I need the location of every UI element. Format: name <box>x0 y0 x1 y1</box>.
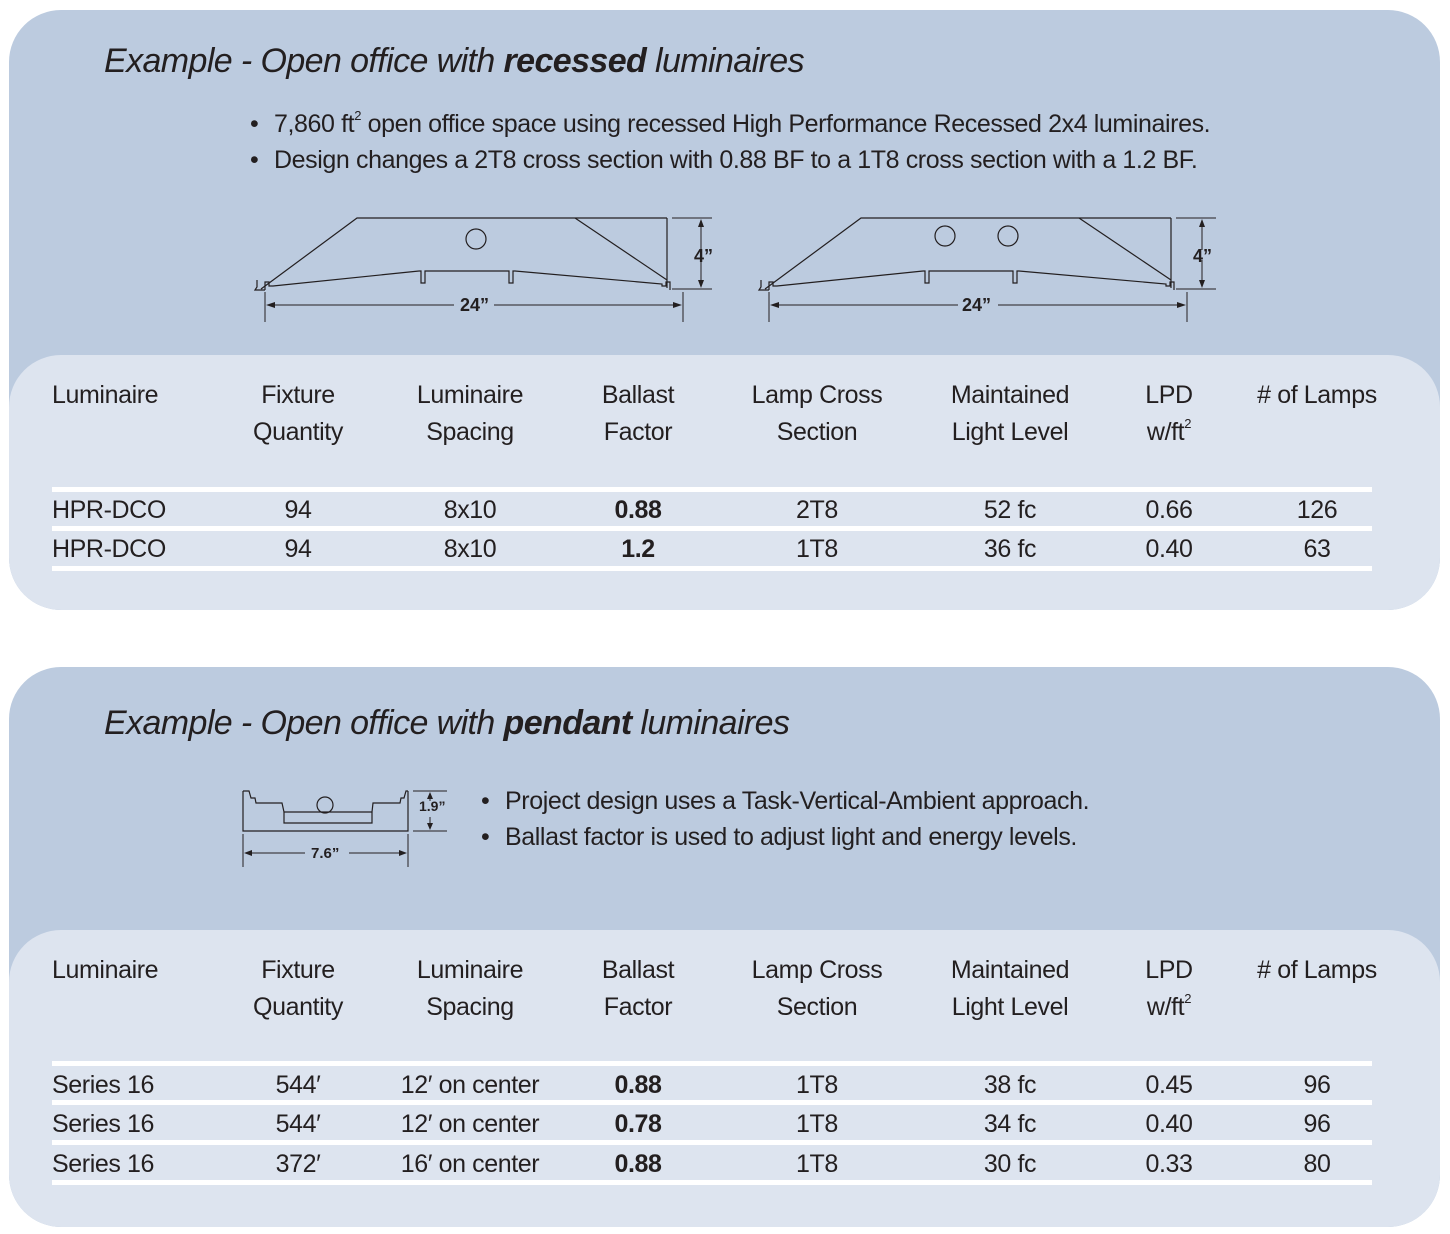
pendant-cross-section-diagram <box>237 781 462 871</box>
header-maintained-light-level: Maintained Light Level <box>950 956 1070 1021</box>
table-rule <box>52 1100 1372 1105</box>
cell-luminaire: HPR-DCO <box>52 496 166 524</box>
cell-light-level: 38 fc <box>983 1071 1037 1099</box>
pendant-bullets <box>481 783 1089 855</box>
cell-ballast-factor: 0.78 <box>614 1110 662 1138</box>
header-lamp-cross-section: Lamp Cross Section <box>751 381 883 446</box>
cell-lamps: 126 <box>1296 496 1338 524</box>
cell-spacing: 8x10 <box>443 496 497 524</box>
cell-spacing: 16′ on center <box>400 1150 540 1178</box>
cell-lamps: 63 <box>1303 535 1331 563</box>
cell-luminaire: Series 16 <box>52 1071 155 1099</box>
recessed-right-height-label: 4” <box>1193 246 1213 266</box>
pendant-example-panel <box>9 667 1440 1227</box>
recessed-bullet-1: • 7,860 $ft^2$ open office space using recessed High Performance Recessed 2x4 luminaires. <box>250 106 1210 142</box>
table-rule <box>52 526 1372 531</box>
cell-fixture-quantity: 544′ <box>275 1071 321 1099</box>
header-luminaire: Luminaire <box>52 381 159 409</box>
cell-fixture-quantity: 94 <box>284 535 312 563</box>
recessed-title: Example - Open office with recessed luminaires <box>104 42 804 80</box>
header-ballast-factor: Ballast Factor <box>601 381 675 446</box>
header-lpd: LPD $w/ft^2$ <box>1145 956 1193 1021</box>
pendant-bullet-2: • Ballast factor is used to adjust light and energy levels. <box>481 819 1089 855</box>
cell-lamps: 96 <box>1303 1071 1331 1099</box>
header-number-of-lamps: # of Lamps <box>1257 381 1377 409</box>
recessed-bullets <box>250 106 1210 178</box>
cell-ballast-factor: 0.88 <box>614 1150 662 1178</box>
pendant-width-label: 7.6” <box>311 845 340 862</box>
recessed-left-width-label: 24” <box>460 295 490 315</box>
cell-spacing: 12′ on center <box>400 1110 540 1138</box>
pendant-title: Example - Open office with pendant luminaires <box>104 704 790 742</box>
recessed-right-width-label: 24” <box>962 295 992 315</box>
cell-lamp-cross-section: 1T8 <box>796 535 838 563</box>
header-ballast-factor: Ballast Factor <box>601 956 675 1021</box>
header-maintained-light-level: Maintained Light Level <box>950 381 1070 446</box>
cell-lamp-cross-section: 2T8 <box>796 496 838 524</box>
header-lpd: LPD $w/ft^2$ <box>1145 381 1193 446</box>
table-rule <box>52 1061 1372 1066</box>
cell-luminaire: Series 16 <box>52 1150 155 1178</box>
cell-fixture-quantity: 372′ <box>275 1150 321 1178</box>
cell-ballast-factor: 1.2 <box>621 535 655 563</box>
cell-light-level: 36 fc <box>983 535 1037 563</box>
cell-light-level: 34 fc <box>983 1110 1037 1138</box>
header-number-of-lamps: # of Lamps <box>1257 956 1377 984</box>
cell-lpd: 0.40 <box>1145 1110 1193 1138</box>
cell-spacing: 12′ on center <box>400 1071 540 1099</box>
table-rule <box>52 487 1372 492</box>
header-fixture-quantity: Fixture Quantity <box>253 381 343 446</box>
pendant-bullet-1: • Project design uses a Task-Vertical-Ambient approach. <box>481 783 1089 819</box>
recessed-left-height-label: 4” <box>694 246 714 266</box>
header-luminaire-spacing: Luminaire Spacing <box>416 381 524 446</box>
table-rule <box>52 1140 1372 1145</box>
header-fixture-quantity: Fixture Quantity <box>253 956 343 1021</box>
cell-spacing: 8x10 <box>443 535 497 563</box>
pendant-height-label: 1.9” <box>419 798 446 814</box>
cell-lamps: 80 <box>1303 1150 1331 1178</box>
header-luminaire: Luminaire <box>52 956 159 984</box>
recessed-2t8-cross-section-diagram <box>249 210 719 325</box>
cell-lamp-cross-section: 1T8 <box>796 1150 838 1178</box>
cell-ballast-factor: 0.88 <box>614 1071 662 1099</box>
table-rule <box>52 566 1372 571</box>
recessed-table-area <box>9 355 1440 610</box>
recessed-example-panel <box>9 10 1440 610</box>
cell-fixture-quantity: 94 <box>284 496 312 524</box>
recessed-1t8-cross-section-diagram <box>753 210 1223 325</box>
cell-lamps: 96 <box>1303 1110 1331 1138</box>
pendant-table-area <box>9 930 1440 1227</box>
table-rule <box>52 1180 1372 1185</box>
cell-lpd: 0.66 <box>1145 496 1193 524</box>
header-luminaire-spacing: Luminaire Spacing <box>416 956 524 1021</box>
cell-luminaire: HPR-DCO <box>52 535 166 563</box>
cell-lamp-cross-section: 1T8 <box>796 1071 838 1099</box>
cell-fixture-quantity: 544′ <box>275 1110 321 1138</box>
header-lamp-cross-section: Lamp Cross Section <box>751 956 883 1021</box>
recessed-bullet-2: • Design changes a 2T8 cross section with 0.88 BF to a 1T8 cross section with a 1.2 BF. <box>250 142 1210 178</box>
cell-luminaire: Series 16 <box>52 1110 155 1138</box>
cell-light-level: 30 fc <box>983 1150 1037 1178</box>
cell-light-level: 52 fc <box>983 496 1037 524</box>
cell-lpd: 0.33 <box>1145 1150 1193 1178</box>
cell-lamp-cross-section: 1T8 <box>796 1110 838 1138</box>
cell-lpd: 0.40 <box>1145 535 1193 563</box>
cell-lpd: 0.45 <box>1145 1071 1193 1099</box>
cell-ballast-factor: 0.88 <box>614 496 662 524</box>
